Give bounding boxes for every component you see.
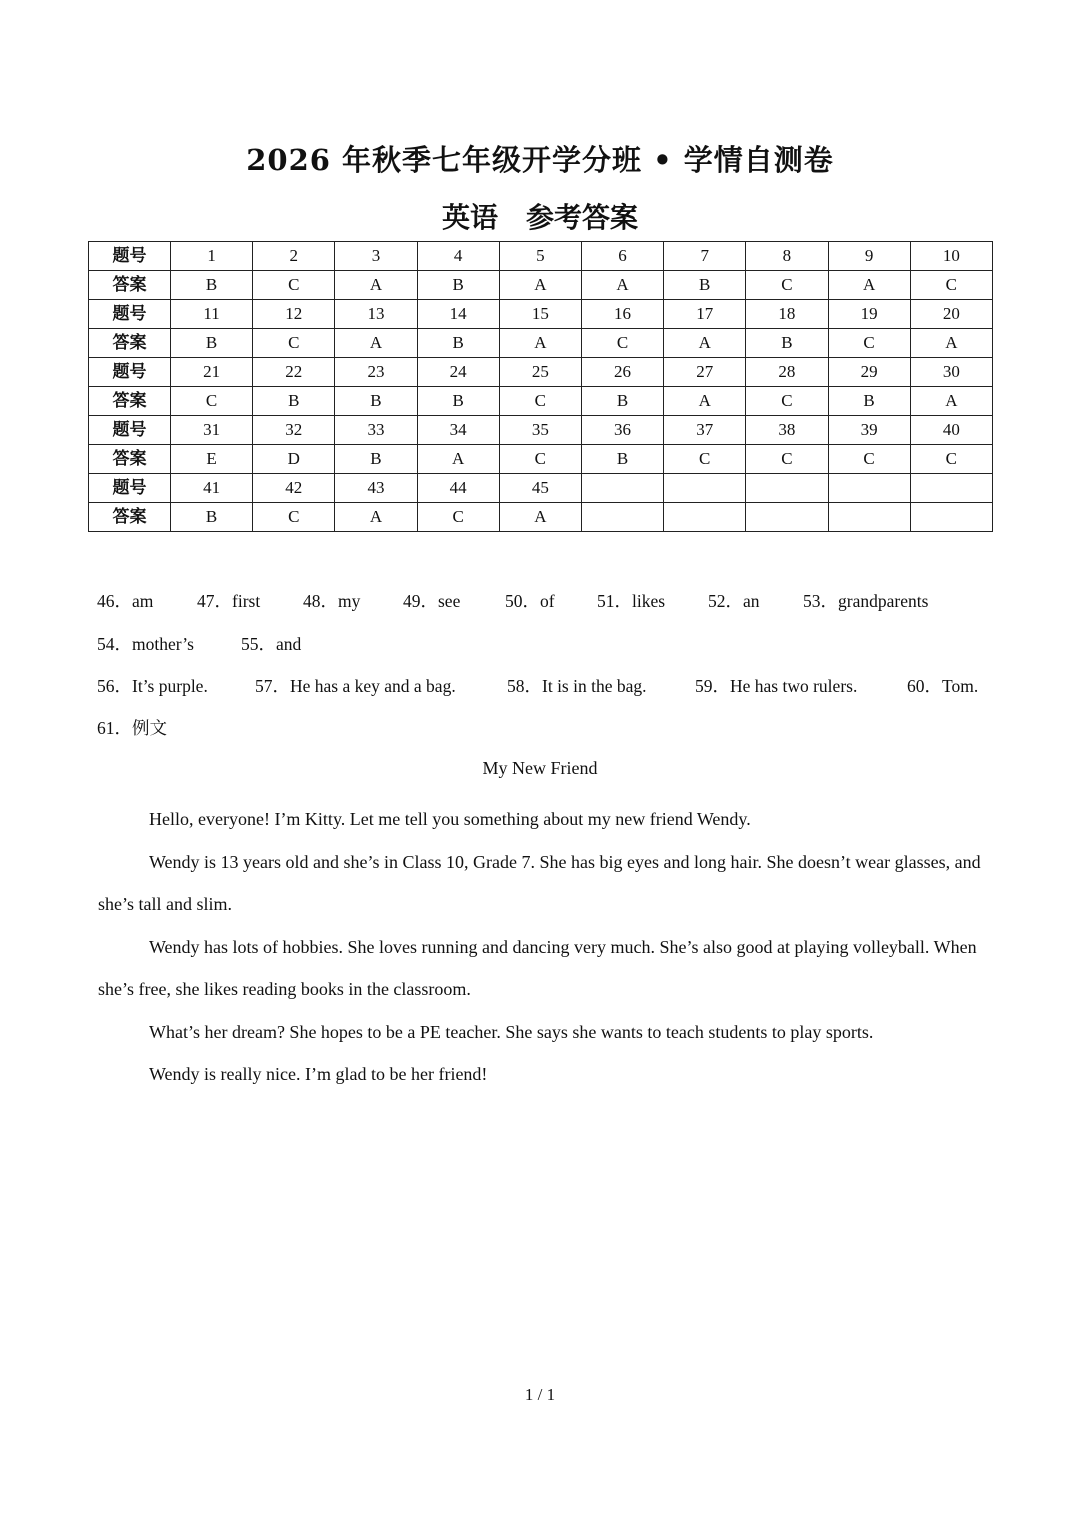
table-cell: 1 <box>171 242 253 271</box>
table-cell: C <box>253 503 335 532</box>
table-cell: 34 <box>417 416 499 445</box>
table-cell: 12 <box>253 300 335 329</box>
essay-title: My New Friend <box>482 758 598 778</box>
table-cell: 44 <box>417 474 499 503</box>
table-cell: A <box>417 445 499 474</box>
table-cell: 38 <box>746 416 828 445</box>
table-cell <box>581 503 663 532</box>
table-row <box>89 329 993 358</box>
table-cell: 31 <box>171 416 253 445</box>
table-cell: 21 <box>171 358 253 387</box>
table-cell: 3 <box>335 242 417 271</box>
table-cell: C <box>253 329 335 358</box>
table-cell: A <box>335 329 417 358</box>
answer-item: 47．first <box>197 591 261 611</box>
essay-paragraph: Wendy is 13 years old and she’s in Class 10, Grade 7. She has big eyes and long hair. She doesn’t wear glasses, and she’s tall and slim. <box>98 851 981 914</box>
answer-item: 55．and <box>241 634 302 654</box>
table-cell <box>664 474 746 503</box>
essay-paragraph: Wendy has lots of hobbies. She loves running and dancing very much. She’s also good at playing volleyball. When she’s free, she likes reading books in the classroom. <box>98 936 977 999</box>
table-cell: 39 <box>828 416 910 445</box>
table-cell: 32 <box>253 416 335 445</box>
answer-item: 57．He has a key and a bag. <box>255 676 456 696</box>
table-cell: B <box>171 503 253 532</box>
table-cell: 36 <box>581 416 663 445</box>
table-cell: 16 <box>581 300 663 329</box>
row-header: 答案 <box>89 271 171 300</box>
table-row <box>89 445 993 474</box>
answer-item: 49．see <box>403 591 461 611</box>
table-cell: 15 <box>499 300 581 329</box>
table-cell: B <box>417 271 499 300</box>
row-header: 答案 <box>89 445 171 474</box>
table-cell: C <box>417 503 499 532</box>
table-cell: 42 <box>253 474 335 503</box>
table-cell: C <box>499 445 581 474</box>
table-cell: 18 <box>746 300 828 329</box>
table-cell: 5 <box>499 242 581 271</box>
table-cell: 10 <box>910 242 992 271</box>
table-cell: A <box>335 503 417 532</box>
essay-label: 61．例文 <box>97 718 167 738</box>
row-header: 题号 <box>89 242 171 271</box>
table-row <box>89 300 993 329</box>
table-cell: 26 <box>581 358 663 387</box>
answer-item: 60．Tom. <box>907 676 979 696</box>
table-cell: C <box>910 271 992 300</box>
table-cell: 6 <box>581 242 663 271</box>
table-cell: 22 <box>253 358 335 387</box>
table-cell <box>664 503 746 532</box>
table-cell: A <box>581 271 663 300</box>
table-row <box>89 242 993 271</box>
table-cell: B <box>417 329 499 358</box>
table-cell: 8 <box>746 242 828 271</box>
table-cell: 28 <box>746 358 828 387</box>
table-cell: C <box>746 271 828 300</box>
table-cell: A <box>828 271 910 300</box>
answer-item: 56．It’s purple. <box>97 676 208 696</box>
table-cell <box>910 503 992 532</box>
answer-item: 48．my <box>303 591 361 611</box>
table-cell: 9 <box>828 242 910 271</box>
table-cell: 20 <box>910 300 992 329</box>
table-cell: 41 <box>171 474 253 503</box>
table-cell: D <box>253 445 335 474</box>
table-row <box>89 503 993 532</box>
table-cell: 17 <box>664 300 746 329</box>
table-cell <box>828 474 910 503</box>
table-cell: C <box>499 387 581 416</box>
table-cell: B <box>746 329 828 358</box>
answer-item: 59．He has two rulers. <box>695 676 858 696</box>
table-cell: C <box>746 387 828 416</box>
row-header: 答案 <box>89 503 171 532</box>
table-cell: 40 <box>910 416 992 445</box>
table-cell: C <box>581 329 663 358</box>
table-cell: 37 <box>664 416 746 445</box>
answer-table <box>88 241 993 532</box>
table-cell: B <box>581 387 663 416</box>
table-cell <box>746 503 828 532</box>
page-title: 2026 年秋季七年级开学分班 • 学情自测卷 <box>246 143 834 177</box>
row-header: 题号 <box>89 358 171 387</box>
table-cell: 2 <box>253 242 335 271</box>
answer-item: 52．an <box>708 591 760 611</box>
page-subtitle <box>0 196 1080 236</box>
table-cell: 11 <box>171 300 253 329</box>
table-cell: A <box>335 271 417 300</box>
table-cell: A <box>499 503 581 532</box>
row-header: 题号 <box>89 416 171 445</box>
answer-item: 58．It is in the bag. <box>507 676 647 696</box>
table-cell: 4 <box>417 242 499 271</box>
row-header: 题号 <box>89 474 171 503</box>
table-cell: E <box>171 445 253 474</box>
table-cell: 35 <box>499 416 581 445</box>
table-cell: 14 <box>417 300 499 329</box>
table-row <box>89 271 993 300</box>
table-cell: B <box>171 271 253 300</box>
table-cell: 27 <box>664 358 746 387</box>
table-cell: A <box>910 387 992 416</box>
table-cell: 29 <box>828 358 910 387</box>
subject-label: 英语 <box>441 201 498 234</box>
table-cell <box>746 474 828 503</box>
answer-item: 53．grandparents <box>803 591 929 611</box>
answer-item: 50．of <box>505 591 555 611</box>
table-cell: C <box>171 387 253 416</box>
table-row <box>89 474 993 503</box>
table-row <box>89 387 993 416</box>
table-cell: A <box>910 329 992 358</box>
essay-body <box>98 798 983 1096</box>
table-cell <box>828 503 910 532</box>
table-cell: 25 <box>499 358 581 387</box>
table-cell: 24 <box>417 358 499 387</box>
table-cell: 33 <box>335 416 417 445</box>
answer-item: 46．am <box>97 591 154 611</box>
table-cell: B <box>335 445 417 474</box>
table-cell: 19 <box>828 300 910 329</box>
table-cell: 30 <box>910 358 992 387</box>
row-header: 答案 <box>89 329 171 358</box>
table-row <box>89 416 993 445</box>
table-cell: B <box>828 387 910 416</box>
table-cell: A <box>664 329 746 358</box>
table-cell: 23 <box>335 358 417 387</box>
table-cell: C <box>828 445 910 474</box>
table-cell: B <box>335 387 417 416</box>
table-cell: C <box>910 445 992 474</box>
table-row <box>89 358 993 387</box>
page-number: 1 / 1 <box>524 1385 556 1404</box>
essay-paragraph: Wendy is really nice. I’m glad to be her friend! <box>149 1064 488 1084</box>
table-cell: 45 <box>499 474 581 503</box>
essay-paragraph: What’s her dream? She hopes to be a PE teacher. She says she wants to teach students to play sports. <box>149 1021 874 1042</box>
table-cell <box>581 474 663 503</box>
table-cell: 7 <box>664 242 746 271</box>
table-cell: A <box>664 387 746 416</box>
table-cell: A <box>499 329 581 358</box>
row-header: 答案 <box>89 387 171 416</box>
answer-item: 51．likes <box>597 591 666 611</box>
answer-item: 54．mother’s <box>97 634 194 654</box>
table-cell: C <box>746 445 828 474</box>
row-header: 题号 <box>89 300 171 329</box>
table-cell: 13 <box>335 300 417 329</box>
table-cell: B <box>253 387 335 416</box>
table-cell: A <box>499 271 581 300</box>
table-cell: C <box>828 329 910 358</box>
table-cell <box>910 474 992 503</box>
answer-key-label: 参考答案 <box>526 201 639 234</box>
table-cell: C <box>253 271 335 300</box>
table-cell: B <box>171 329 253 358</box>
table-cell: B <box>581 445 663 474</box>
essay-paragraph: Hello, everyone! I’m Kitty. Let me tell you something about my new friend Wendy. <box>149 809 751 829</box>
table-cell: B <box>417 387 499 416</box>
table-cell: B <box>664 271 746 300</box>
table-cell: C <box>664 445 746 474</box>
table-cell: 43 <box>335 474 417 503</box>
